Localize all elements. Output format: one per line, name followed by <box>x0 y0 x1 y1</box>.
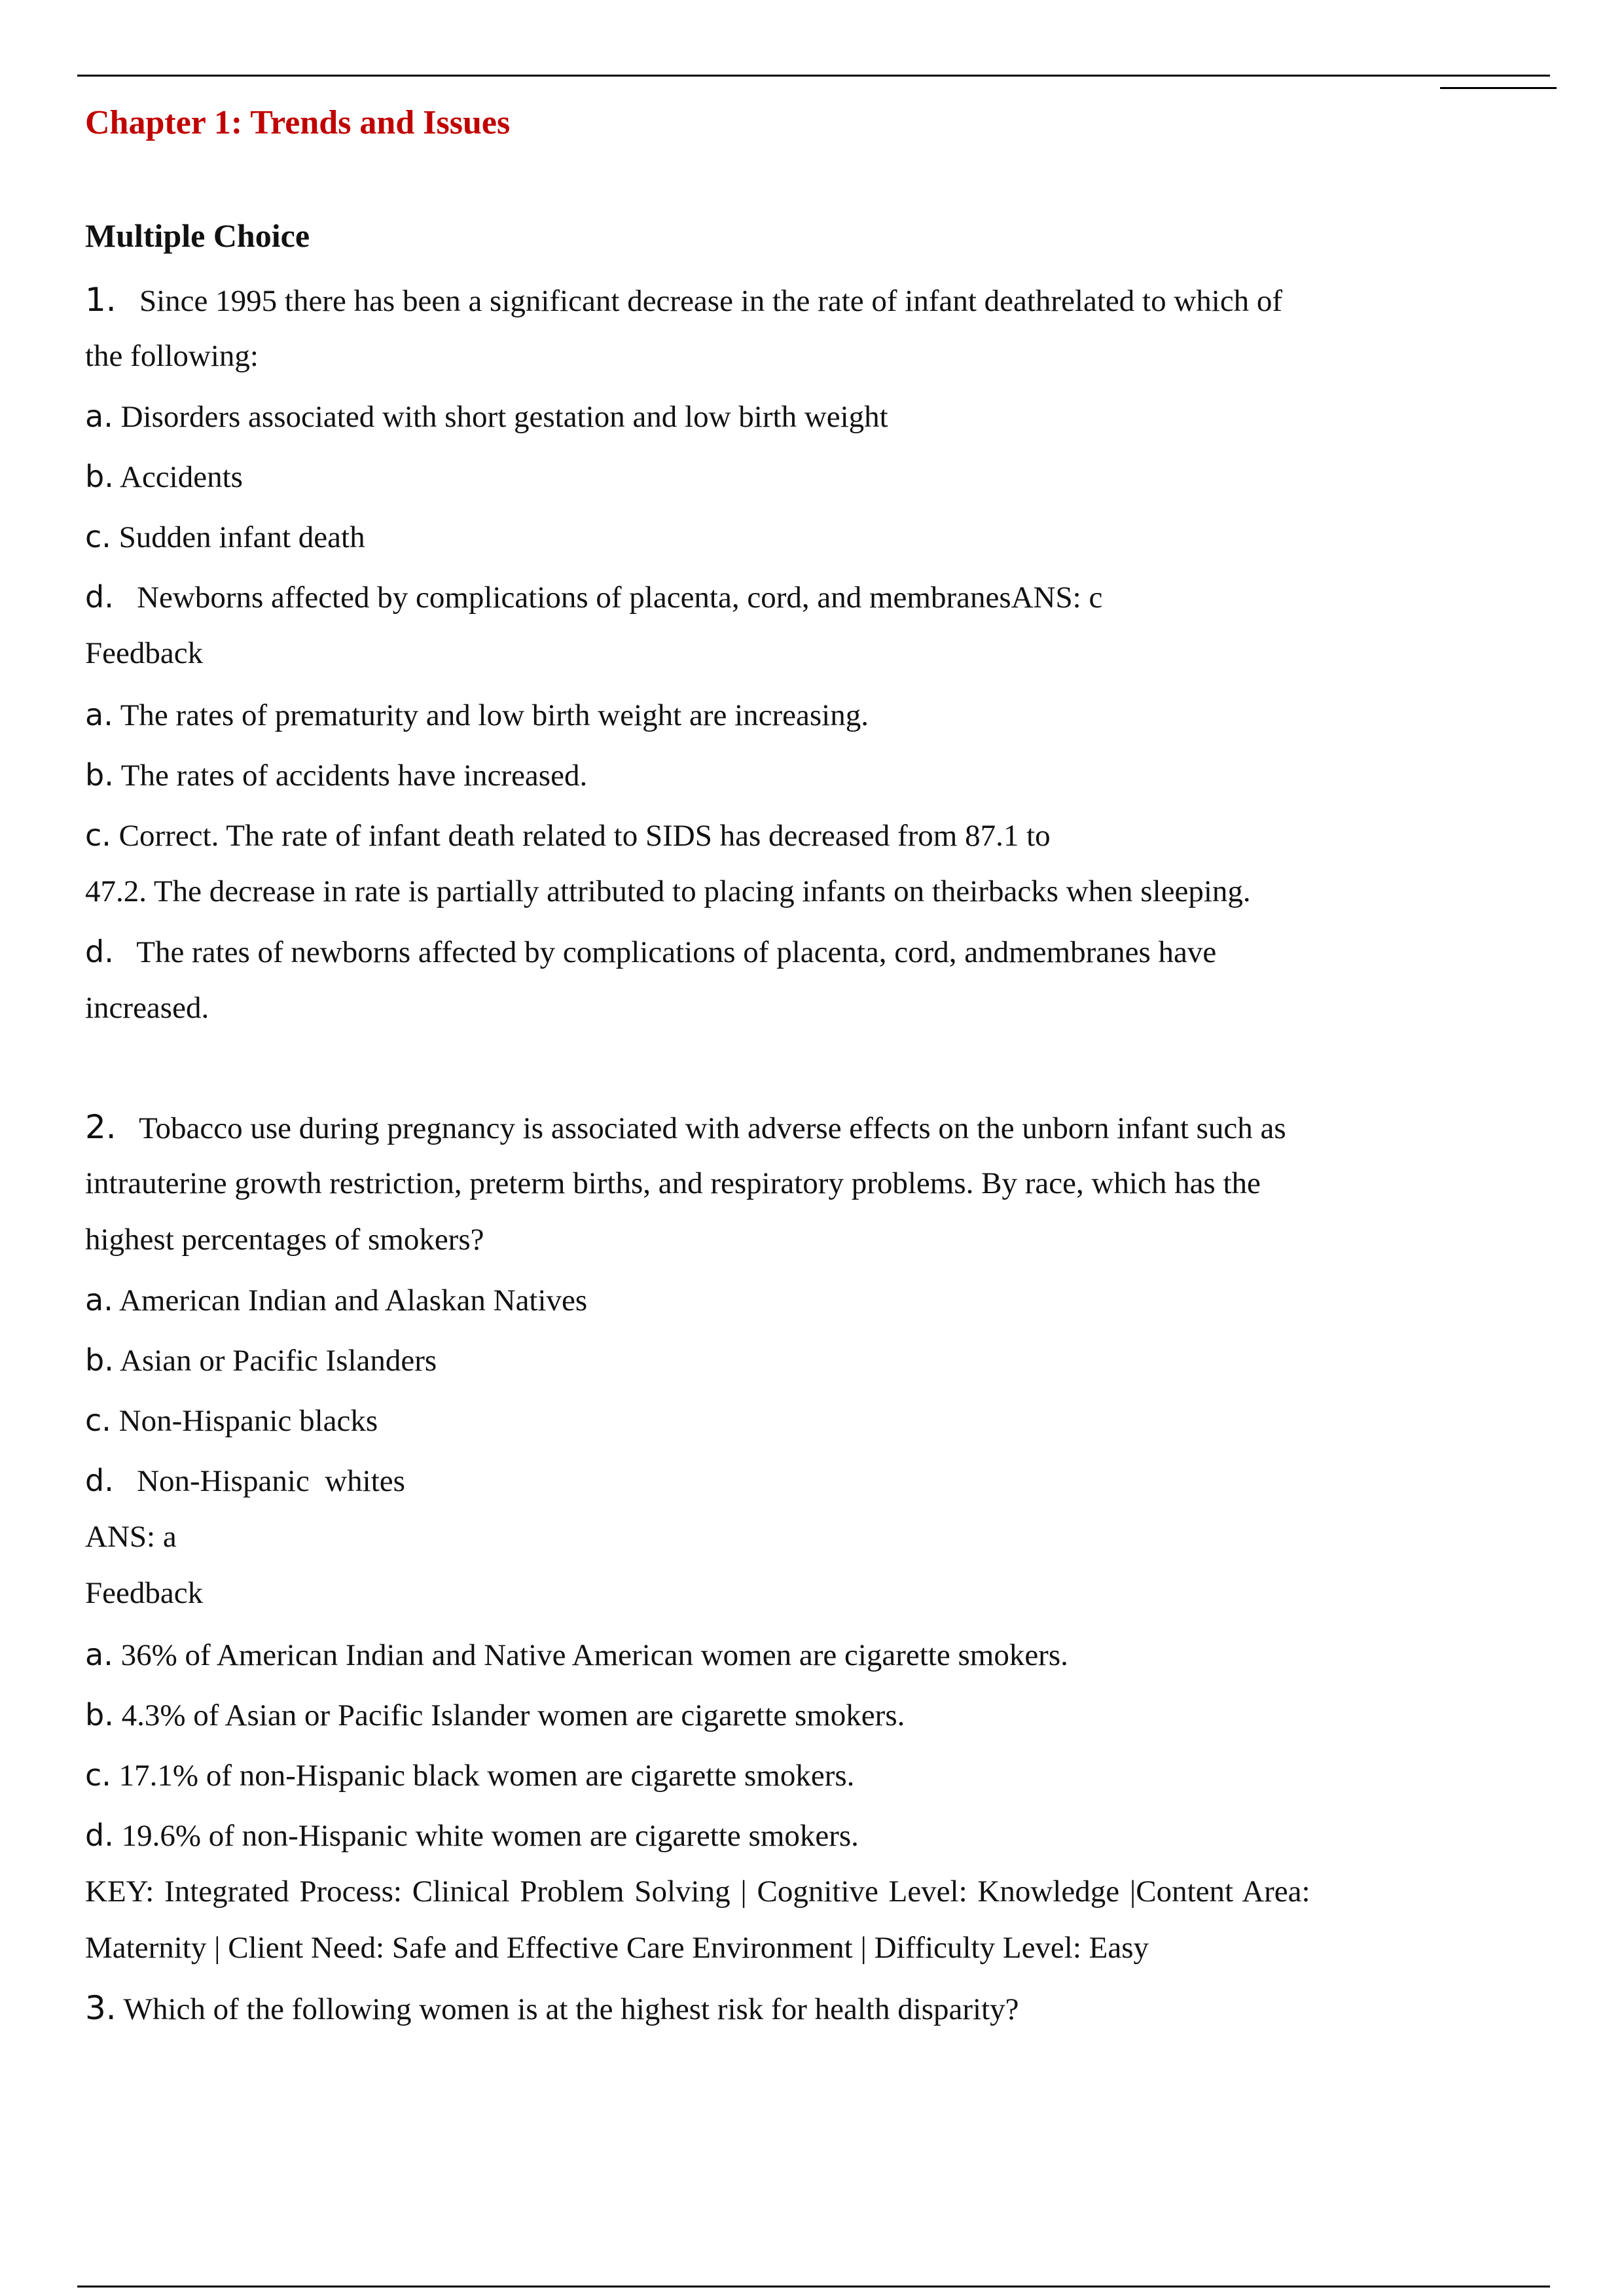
question-2-stem-line2: intrauterine growth restriction, preterm births, and respiratory problems. By race, which has the <box>85 1166 1261 1200</box>
q2-feedback-b <box>85 1696 905 1734</box>
section-title: Multiple Choice <box>85 217 310 254</box>
feedback-letter: b. <box>85 1697 114 1732</box>
feedback-text: 17.1% of non-Hispanic black women are cigarette smokers. <box>118 1759 855 1793</box>
q2-option-d <box>85 1462 405 1499</box>
feedback-text: Correct. The rate of infant death related to SIDS has decreased from 87.1 to <box>118 819 1051 853</box>
option-text: Sudden infant death <box>118 520 365 554</box>
question-1-stem-line2: the following: <box>85 339 259 373</box>
feedback-letter: c. <box>85 817 111 853</box>
question-2-stem-line3: highest percentages of smokers? <box>85 1223 484 1257</box>
q2-feedback-a <box>85 1636 1068 1674</box>
feedback-text: 36% of American Indian and Native American women are cigarette smokers. <box>120 1638 1068 1672</box>
top-rule-extension <box>1440 87 1557 89</box>
feedback-text: The rates of prematurity and low birth weight are increasing. <box>120 698 869 732</box>
q1-option-b <box>85 458 243 495</box>
option-letter: a. <box>85 1282 113 1318</box>
option-text: American Indian and Alaskan Natives <box>118 1283 588 1318</box>
option-letter: c. <box>85 1403 111 1438</box>
option-text: Non-Hispanic whites <box>137 1464 405 1498</box>
feedback-text: The rates of newborns affected by complications of placenta, cord, andmembranes have <box>136 935 1217 969</box>
q2-key-line2: Maternity | Client Need: Safe and Effective Care Environment | Difficulty Level: Easy <box>85 1931 1149 1965</box>
q1-feedback-d-cont: increased. <box>85 991 209 1025</box>
option-text: Non-Hispanic blacks <box>118 1404 378 1438</box>
top-rule <box>77 75 1550 77</box>
q2-option-c <box>85 1402 378 1439</box>
feedback-letter: a. <box>85 1637 113 1672</box>
q2-answer: ANS: a <box>85 1520 177 1554</box>
question-2-stem-line1 <box>85 1109 1286 1147</box>
question-text: Which of the following women is at the highest risk for health disparity? <box>123 1992 1019 2026</box>
q1-option-d <box>85 579 1102 616</box>
feedback-text: 4.3% of Asian or Pacific Islander women are cigarette smokers. <box>121 1698 905 1732</box>
feedback-letter: d. <box>85 934 114 969</box>
bottom-rule <box>77 2286 1550 2287</box>
feedback-letter: a. <box>85 697 113 732</box>
q1-feedback-c <box>85 817 1051 854</box>
question-1-stem-line1 <box>85 281 1282 319</box>
q1-feedback-a <box>85 696 869 734</box>
feedback-letter: d. <box>85 1818 114 1853</box>
q2-key-line1: KEY: Integrated Process: Clinical Problem Solving | Cognitive Level: Knowledge |Content Area: <box>85 1874 1310 1909</box>
q2-option-b <box>85 1342 437 1379</box>
q2-feedback-d <box>85 1817 859 1854</box>
question-number: 2. <box>85 1108 117 1146</box>
feedback-text: 19.6% of non-Hispanic white women are cigarette smokers. <box>121 1819 859 1853</box>
q1-feedback-c-cont: 47.2. The decrease in rate is partially attributed to placing infants on theirbacks when sleeping. <box>85 874 1251 908</box>
q1-option-a <box>85 398 888 435</box>
q2-option-a <box>85 1282 587 1319</box>
option-text: Newborns affected by complications of placenta, cord, and membranesANS: c <box>137 581 1103 615</box>
question-3-stem-line1 <box>85 1990 1019 2028</box>
option-letter: b. <box>85 459 114 494</box>
option-letter: d. <box>85 579 114 615</box>
option-text: Disorders associated with short gestation and low birth weight <box>120 400 888 434</box>
feedback-letter: c. <box>85 1757 111 1793</box>
q2-feedback-c <box>85 1757 854 1794</box>
q1-option-c <box>85 518 365 556</box>
option-letter: b. <box>85 1342 114 1378</box>
question-text: Since 1995 there has been a significant decrease in the rate of infant deathrelated to which of <box>139 284 1283 318</box>
q1-feedback-label: Feedback <box>85 636 204 670</box>
q1-feedback-b <box>85 757 587 794</box>
question-number: 3. <box>85 1989 117 2027</box>
option-letter: a. <box>85 399 113 434</box>
question-number: 1. <box>85 281 117 319</box>
option-text: Accidents <box>120 460 243 494</box>
option-text: Asian or Pacific Islanders <box>120 1344 437 1378</box>
q2-feedback-label: Feedback <box>85 1576 204 1610</box>
q1-feedback-d <box>85 933 1216 971</box>
feedback-letter: b. <box>85 757 114 793</box>
option-letter: c. <box>85 519 111 554</box>
question-text: Tobacco use during pregnancy is associated with adverse effects on the unborn infant such as <box>139 1111 1286 1145</box>
chapter-title: Chapter 1: Trends and Issues <box>85 104 511 141</box>
feedback-text: The rates of accidents have increased. <box>120 759 588 793</box>
option-letter: d. <box>85 1463 114 1498</box>
